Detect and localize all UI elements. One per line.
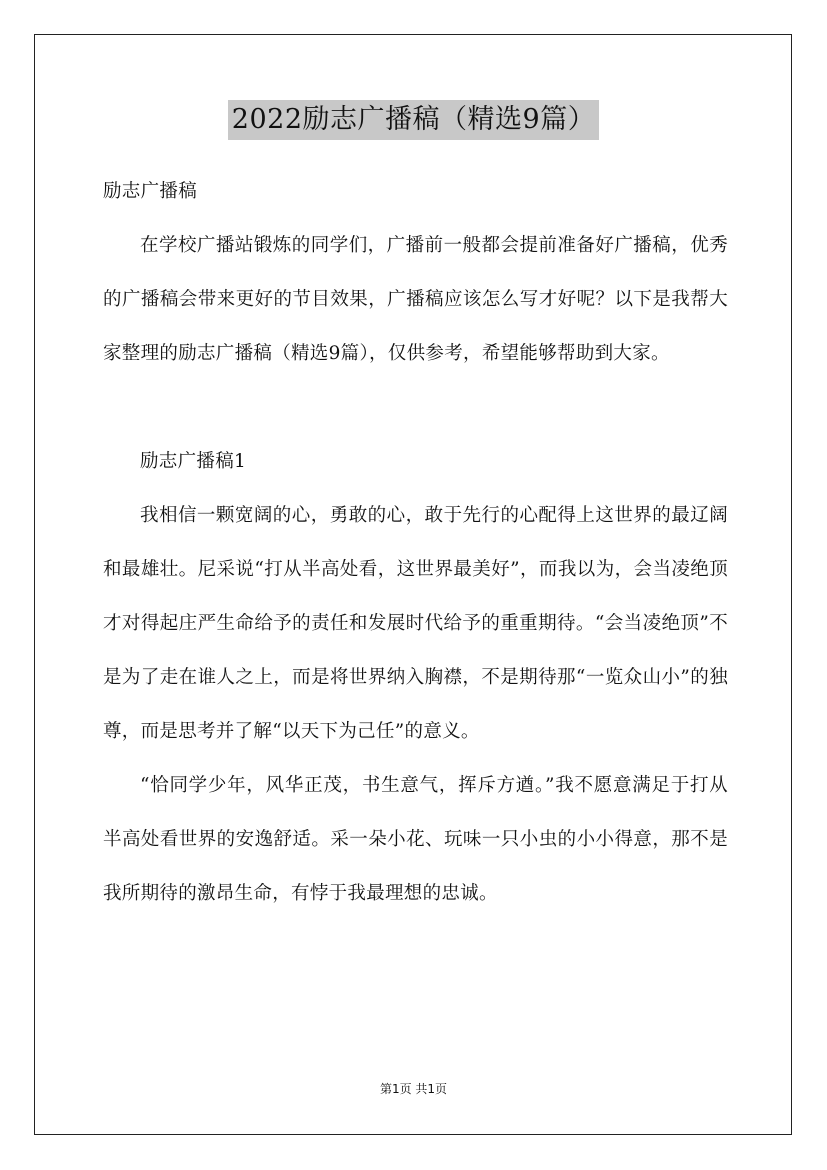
- intro-paragraph: 在学校广播站锻炼的同学们，广播前一般都会提前准备好广播稿，优秀的广播稿会带来更好的节目效果，广播稿应该怎么写才好呢？以下是我帮大家整理的励志广播稿（精选9篇），仅供参考，希望能够帮助到大家。: [103, 235, 728, 364]
- section-heading: 励志广播稿1: [140, 451, 247, 472]
- document-title: 2022励志广播稿（精选9篇）: [228, 100, 599, 140]
- document-body: [103, 165, 728, 921]
- intro-heading: 励志广播稿: [103, 181, 198, 202]
- body-paragraph-1: 我相信一颗宽阔的心，勇敢的心，敢于先行的心配得上这世界的最辽阔和最雄壮。尼采说“打从半高处看，这世界最美好”，而我以为，会当凌绝顶才对得起庄严生命给予的责任和发展时代给予的重重期待。“会当凌绝顶”不是为了走在谁人之上，而是将世界纳入胸襟，不是期待那“一览众山小”的独尊，而是思考并了解“以天下为己任”的意义。: [103, 505, 728, 742]
- title-container: [0, 100, 827, 140]
- paragraph-spacer: [103, 381, 728, 435]
- page-footer: 第1页 共1页: [379, 1082, 448, 1096]
- body-paragraph-2: “恰同学少年，风华正茂，书生意气，挥斥方遒。”我不愿意满足于打从半高处看世界的安逸舒适。采一朵小花、玩味一只小虫的小小得意，那不是我所期待的激昂生命，有悖于我最理想的忠诚。: [103, 775, 728, 904]
